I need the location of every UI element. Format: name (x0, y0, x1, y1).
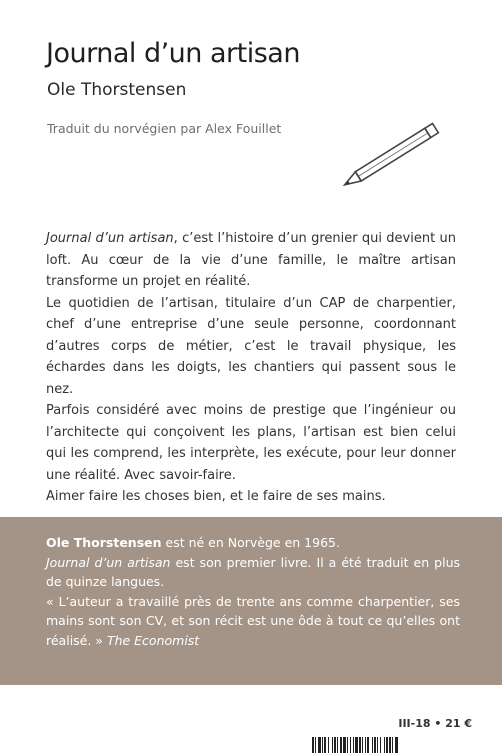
description-paragraph-2: Le quotidien de l’artisan, titulaire d’un CAP de charpentier, chef d’une entreprise d’une seule personne, coordonnant d’autres corps de métier, c’est le travail physique, les échardes dans les doigts, les chantiers qui passent sous le nez. (46, 295, 456, 397)
bio-line-1 (46, 533, 460, 553)
pencil-icon (330, 108, 460, 200)
bio-author-name: Ole Thorstensen (46, 535, 162, 550)
bio-book-title: Journal d’un artisan (46, 554, 171, 570)
book-title: Journal d’un artisan (46, 38, 300, 69)
description-title-italic: Journal d’un artisan (46, 231, 174, 246)
description-paragraph-4: Aimer faire les choses bien, et le faire de ses mains. (46, 489, 386, 504)
bio-book-text: est son premier livre. Il a été traduit en plus de quinze langues. (46, 554, 461, 589)
bio-quote (46, 592, 460, 651)
bio-quote-source: The Economist (106, 632, 200, 648)
book-description (46, 228, 456, 508)
description-paragraph-1 (46, 228, 456, 293)
bio-line-2 (46, 553, 460, 592)
description-paragraph-3: Parfois considéré avec moins de prestige que l’ingénieur ou l’architecte qui conçoivent les plans, l’artisan est bien celui qui les comprend, les interprète, les exécute, pour leur donner une réalité. Avec savoir-faire. (46, 403, 456, 483)
book-author: Ole Thorstensen (47, 80, 187, 100)
bio-quote-text: « L’auteur a travaillé près de trente ans comme charpentier, ses mains sont son CV, et son récit est une ôde à tout ce qu’elles ont réalisé. » (46, 593, 460, 648)
description-p1-text: , c’est l’histoire d’un grenier qui devient un loft. Au cœur de la vie d’une famille, le maître artisan transforme un projet en réalité. (46, 231, 456, 289)
translator-credit: Traduit du norvégien par Alex Fouillet (47, 121, 282, 136)
barcode-icon (312, 737, 480, 753)
author-bio (46, 533, 460, 650)
price-label: III-18 • 21 € (398, 717, 472, 730)
bio-birth: est né en Norvège en 1965. (161, 535, 340, 550)
